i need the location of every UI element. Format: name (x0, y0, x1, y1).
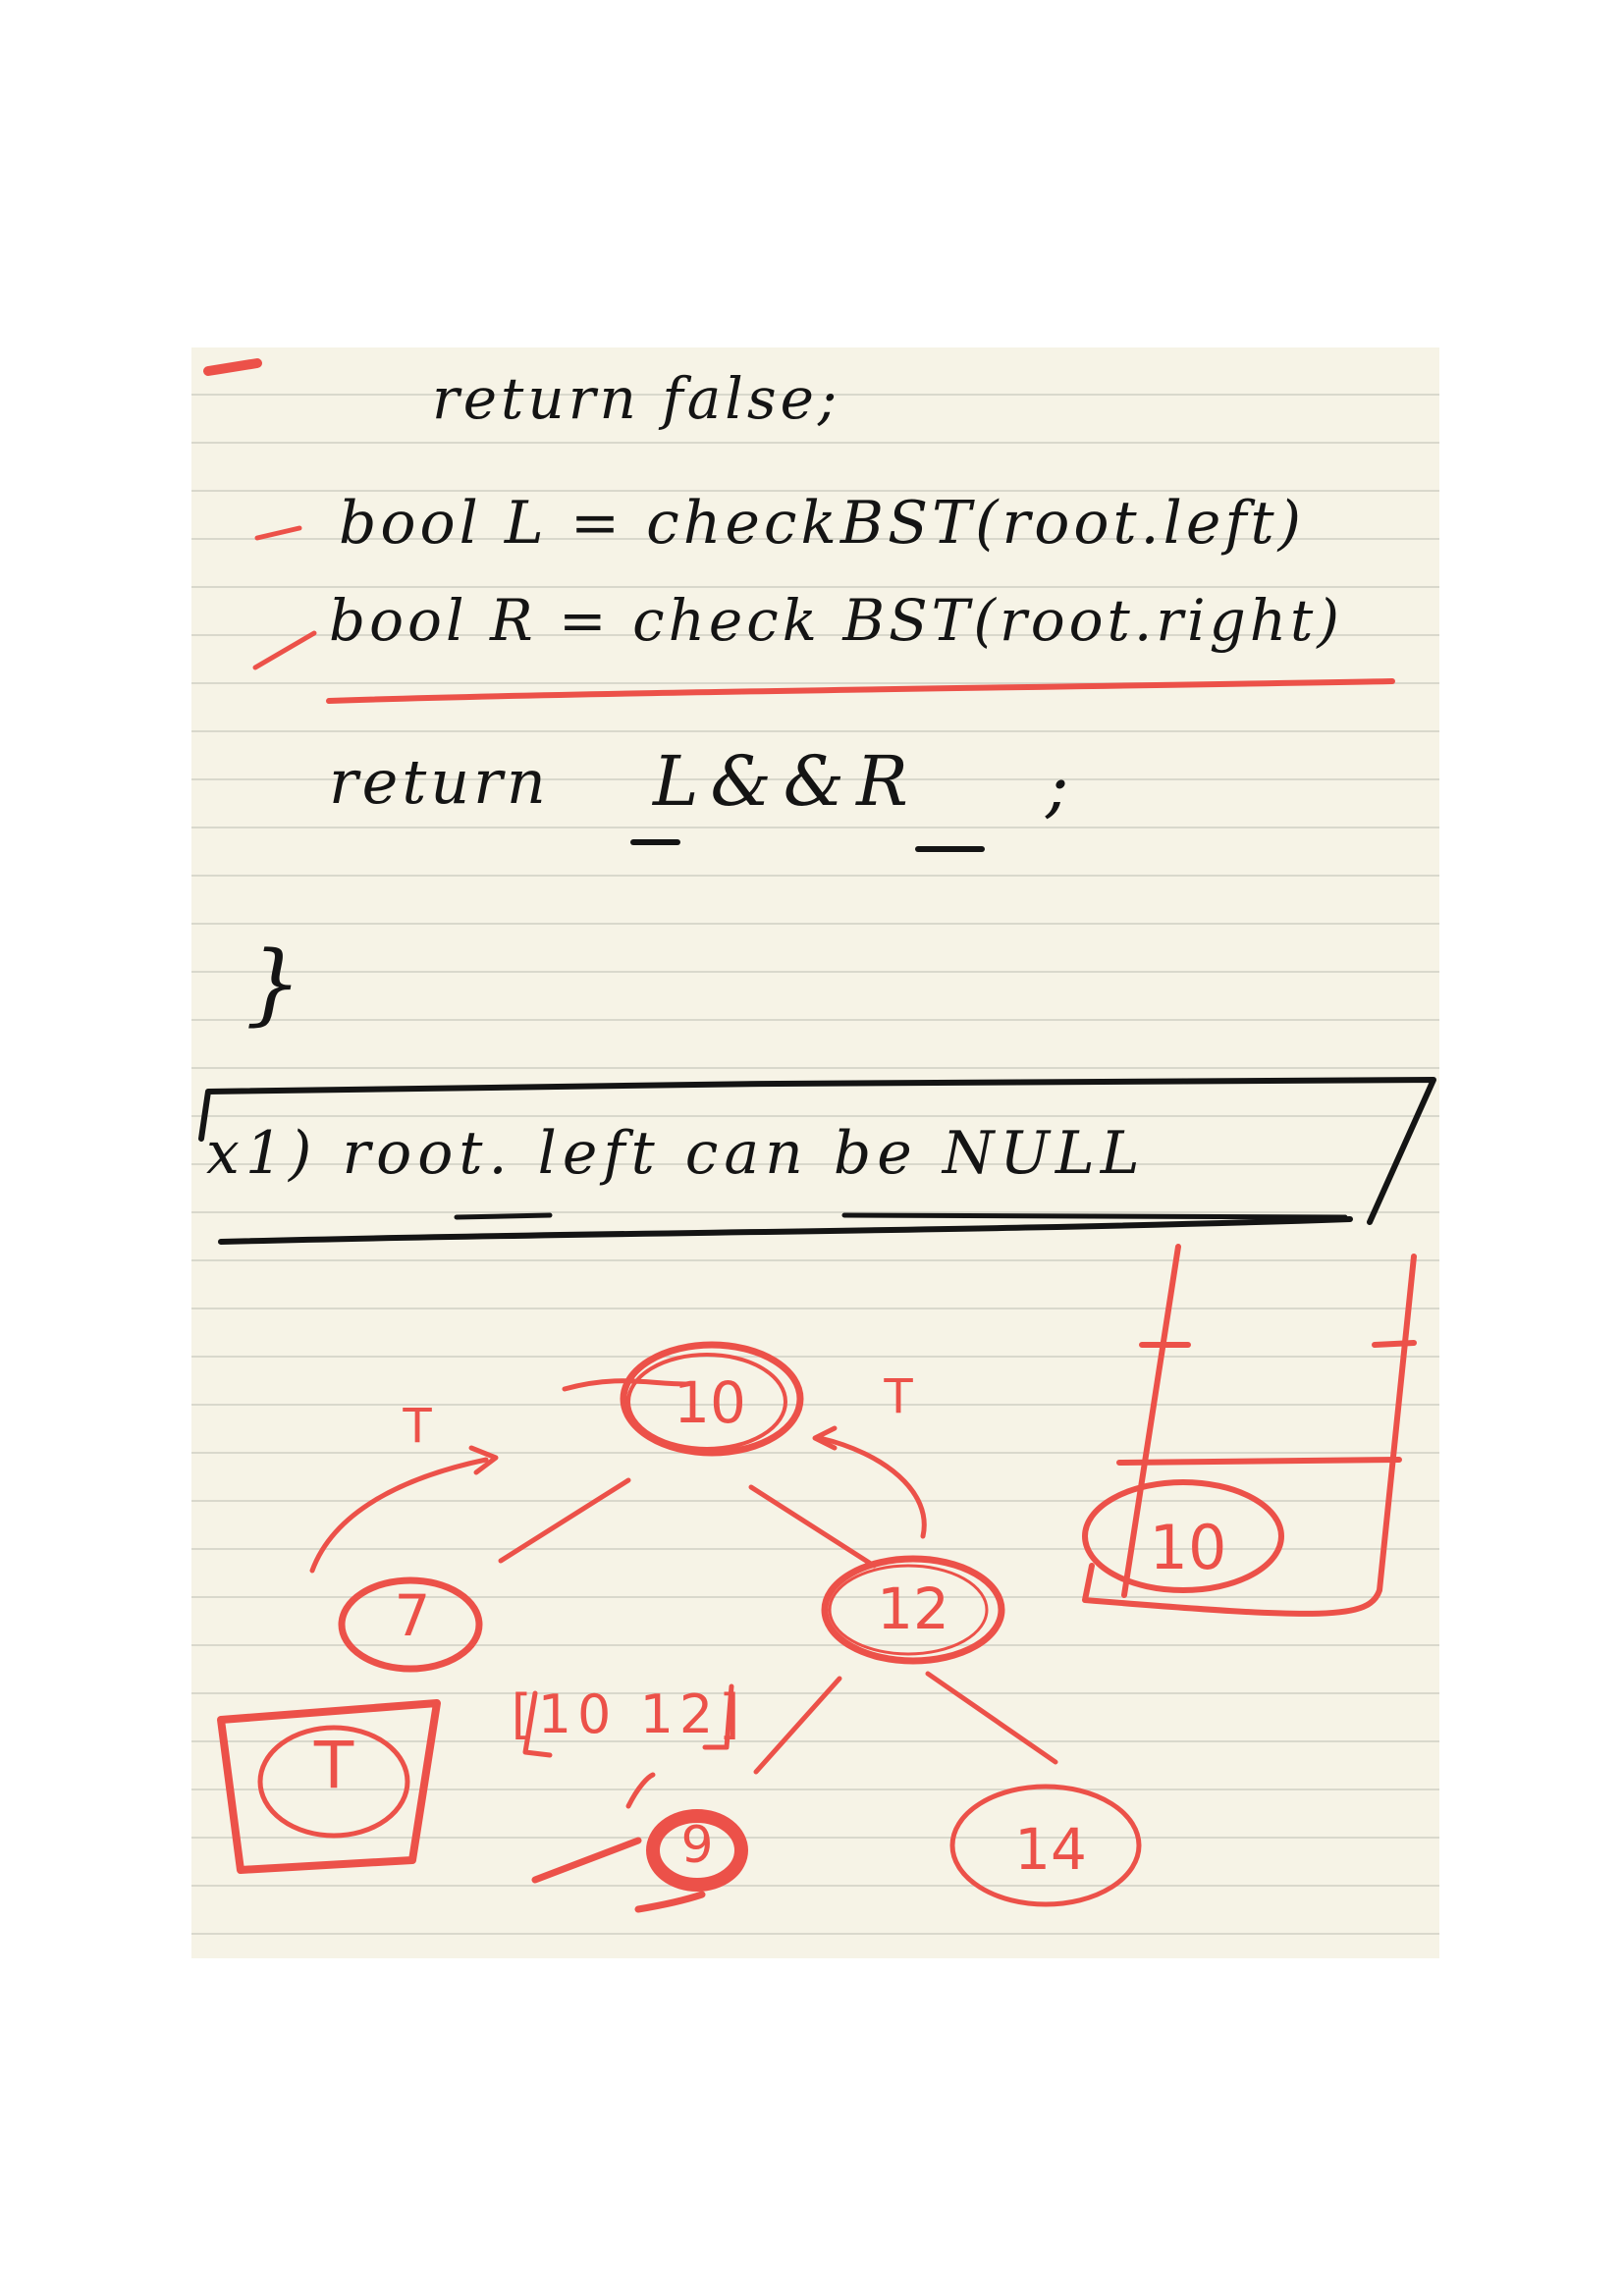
arrow-right (820, 1438, 924, 1536)
note-line-return-expr: L&&R (653, 741, 920, 822)
note-line-bool-r: bool R = check BST(root.right) (329, 587, 1343, 654)
edge-root-right (751, 1487, 874, 1566)
left-circle (342, 1580, 479, 1669)
tree-node-root: 10 (674, 1369, 746, 1436)
edge-label-right: T (884, 1369, 913, 1424)
stack-item-circle (1085, 1482, 1281, 1590)
note-line-return-word: return (329, 746, 550, 818)
stack-item: 10 (1149, 1512, 1227, 1583)
red-tick-line3 (255, 633, 314, 667)
note-line-return-false: return false; (432, 365, 841, 432)
tree-node-right-right: 14 (1014, 1816, 1087, 1883)
red-tick-line2 (257, 528, 299, 538)
closing-brace: } (245, 933, 306, 1036)
stack-outline (1085, 1247, 1414, 1614)
note-line-semicolon: ; (1046, 746, 1073, 827)
boxed-note: x1) root. left can be NULL (206, 1119, 1146, 1188)
tree-node-left: 7 (394, 1582, 431, 1649)
range-label: [10 12] (511, 1683, 746, 1745)
tree-node-right-left: 9 (680, 1816, 714, 1875)
arrow-left (312, 1460, 486, 1571)
note-line-bool-l: bool L = checkBST(root.left) (339, 489, 1306, 558)
red-underline-line3 (329, 681, 1392, 701)
underline-can-be (844, 1215, 1345, 1217)
edge-right-right (928, 1674, 1055, 1762)
right-circle (825, 1559, 1001, 1661)
red-dash-mark (208, 363, 257, 371)
root-circle (623, 1345, 800, 1453)
edge-label-left: T (403, 1399, 432, 1454)
right-left-circle (653, 1816, 741, 1885)
underline-oot (457, 1215, 550, 1217)
tree-node-right: 12 (877, 1575, 949, 1642)
note-box (201, 1080, 1434, 1222)
boxed-node: T (313, 1728, 354, 1803)
edge-root-left (501, 1480, 628, 1561)
note-box-bottom (221, 1219, 1350, 1242)
right-right-circle (952, 1787, 1139, 1904)
edge-right-left (756, 1679, 839, 1772)
